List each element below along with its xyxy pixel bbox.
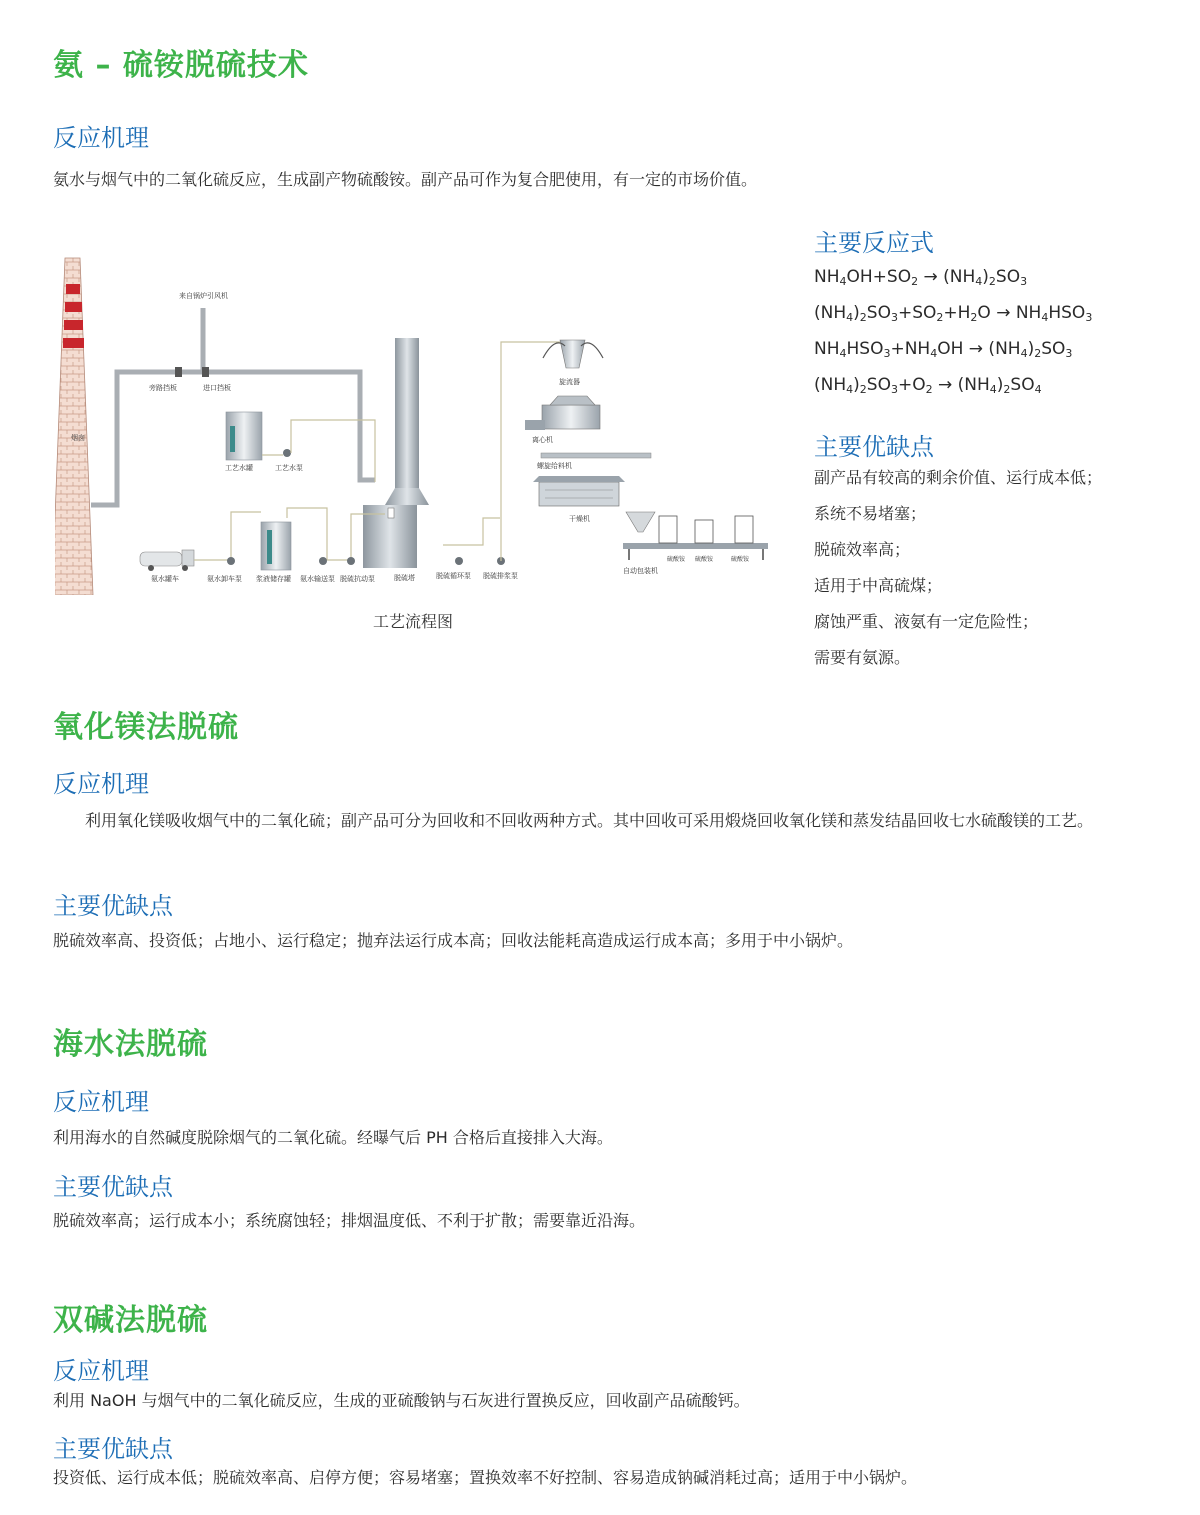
packing-label: 自动包装机 bbox=[623, 567, 658, 575]
diagram-caption: 工艺流程图 bbox=[373, 612, 454, 631]
process-pump-label: 工艺水泵 bbox=[275, 464, 303, 472]
mechanism-text: 氨水与烟气中的二氧化硫反应，生成副产物硫酸铵。副产品可作为复合肥使用，有一定的市场价值。 bbox=[53, 170, 758, 189]
process-flow-diagram bbox=[55, 250, 780, 595]
cyclone-label: 旋流器 bbox=[559, 378, 580, 386]
section-title-dual-alkali: 双碱法脱硫 bbox=[53, 1303, 208, 1338]
reaction-1: $NH_4OH+SO_2 \to (NH_4)_2SO_3$ bbox=[814, 267, 1028, 288]
boiler-fan-label: 来自锅炉引风机 bbox=[179, 292, 228, 300]
mechanism-heading: 反应机理 bbox=[53, 124, 149, 152]
pros-cons-heading: 主要优缺点 bbox=[814, 433, 934, 461]
bin-label-3: 硫酸铵 bbox=[731, 556, 750, 563]
section-title-ammonia: 氨 – 硫铵脱硫技术 bbox=[53, 48, 309, 83]
mechanism-heading: 反应机理 bbox=[53, 1357, 149, 1385]
bin-label-1: 硫酸铵 bbox=[667, 556, 686, 563]
chimney bbox=[55, 258, 93, 595]
reaction-3: $NH_4HSO_3+NH_4OH \to (NH_4)_2SO_3$ bbox=[814, 339, 1073, 360]
dryer-label: 干燥机 bbox=[569, 515, 590, 523]
pros-cons-text: 脱硫效率高、投资低；占地小、运行稳定；抛弃法运行成本高；回收法能耗高造成运行成本高；多用于中小锅炉。 bbox=[53, 931, 854, 950]
list-item: 腐蚀严重、液氨有一定危险性； bbox=[814, 612, 1039, 631]
centrifuge bbox=[525, 396, 600, 430]
bin-label-2: 硫酸铵 bbox=[695, 556, 714, 563]
product-line bbox=[501, 342, 560, 561]
cyclone bbox=[543, 340, 603, 368]
unload-pump-label: 氨水卸车泵 bbox=[207, 575, 242, 583]
absorber-label: 脱硫塔 bbox=[394, 574, 415, 582]
mechanism-heading: 反应机理 bbox=[53, 770, 149, 798]
inlet-damper-label: 进口挡板 bbox=[203, 384, 231, 392]
storage-tank bbox=[261, 522, 291, 570]
section-title-magnesium: 氧化镁法脱硫 bbox=[53, 710, 239, 745]
mechanism-text: 利用海水的自然碱度脱除烟气的二氧化硫。经曝气后 PH 合格后直接排入大海。 bbox=[53, 1128, 613, 1147]
inlet-damper-icon bbox=[202, 367, 209, 377]
list-item: 需要有氨源。 bbox=[814, 648, 911, 667]
bypass-damper-icon bbox=[175, 367, 182, 377]
screw-feeder bbox=[541, 453, 651, 458]
tank-level-gauge bbox=[230, 426, 235, 452]
pros-cons-heading: 主要优缺点 bbox=[53, 892, 173, 920]
pros-cons-text: 投资低、运行成本低；脱硫效率高、启停方便；容易堵塞；置换效率不好控制、容易造成钠碱消耗过高；适用于中小锅炉。 bbox=[53, 1468, 918, 1487]
packing-line bbox=[623, 512, 768, 560]
chimney-label: 烟囱 bbox=[71, 434, 85, 442]
pros-cons-text: 脱硫效率高；运行成本小；系统腐蚀轻；排烟温度低、不利于扩散；需要靠近沿海。 bbox=[53, 1211, 646, 1230]
process-tank-label: 工艺水罐 bbox=[225, 464, 253, 472]
pros-cons-heading: 主要优缺点 bbox=[53, 1173, 173, 1201]
circulation-pump-label: 脱硫循环泵 bbox=[436, 572, 471, 580]
discharge-pump-label: 脱硫排浆泵 bbox=[483, 572, 518, 580]
slurry-line bbox=[194, 508, 500, 560]
bypass-damper-label: 旁路挡板 bbox=[149, 384, 177, 392]
mechanism-text: 利用 NaOH 与烟气中的二氧化硫反应，生成的亚硫酸钠与石灰进行置换反应，回收副产品硫酸钙。 bbox=[53, 1391, 750, 1410]
absorber-tower bbox=[363, 338, 429, 582]
circulation-pump-icon bbox=[455, 557, 463, 565]
storage-level-gauge bbox=[267, 530, 272, 564]
mechanism-heading: 反应机理 bbox=[53, 1088, 149, 1116]
ammonia-pump-icon bbox=[319, 557, 327, 565]
pros-cons-heading: 主要优缺点 bbox=[53, 1435, 173, 1463]
unload-pump-icon bbox=[227, 557, 235, 565]
oxidation-pump-icon bbox=[347, 557, 355, 565]
pros-cons-list bbox=[814, 460, 1102, 676]
ammonia-truck-label: 氨水罐车 bbox=[151, 575, 179, 583]
reaction-4: $(NH_4)_2SO_3+O_2 \to (NH_4)_2SO_4$ bbox=[814, 375, 1042, 396]
reaction-2: $(NH_4)_2SO_3+SO_2+H_2O \to NH_4HSO_3$ bbox=[814, 303, 1093, 324]
list-item: 适用于中高硫煤； bbox=[814, 576, 943, 595]
reaction-list bbox=[814, 262, 1092, 406]
list-item: 脱硫效率高； bbox=[814, 540, 911, 559]
mechanism-text: 利用氧化镁吸收烟气中的二氧化硫；副产品可分为回收和不回收两种方式。其中回收可采用煅烧回收氧化镁和蒸发结晶回收七水硫酸镁的工艺。 bbox=[85, 811, 1094, 830]
oxidation-pump-label: 脱硫抗动泵 bbox=[340, 575, 375, 583]
screw-feeder-label: 螺旋给料机 bbox=[537, 462, 572, 470]
storage-tank-label: 浆液储存罐 bbox=[256, 575, 291, 583]
list-item: 系统不易堵塞； bbox=[814, 504, 927, 523]
dryer bbox=[533, 476, 625, 506]
process-water-pump-icon bbox=[283, 449, 291, 457]
reactions-heading: 主要反应式 bbox=[814, 229, 934, 257]
centrifuge-label: 离心机 bbox=[532, 436, 553, 444]
section-title-seawater: 海水法脱硫 bbox=[53, 1027, 208, 1062]
ammonia-truck bbox=[140, 550, 194, 571]
list-item: 副产品有较高的剩余价值、运行成本低； bbox=[814, 468, 1103, 487]
flue-duct bbox=[91, 308, 375, 505]
ammonia-pump-label: 氨水输送泵 bbox=[300, 575, 335, 583]
